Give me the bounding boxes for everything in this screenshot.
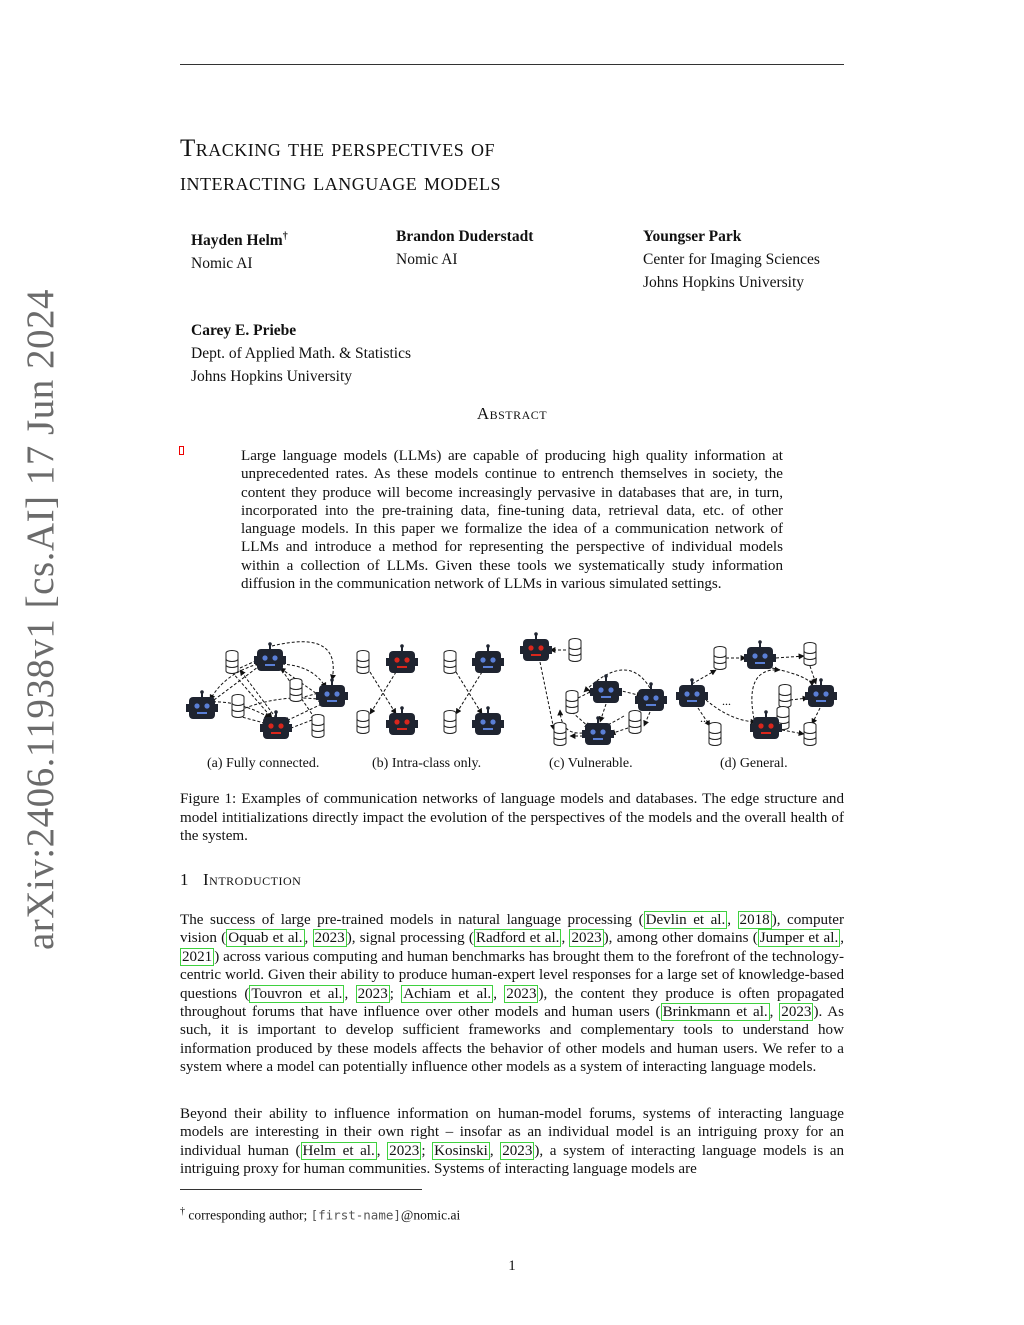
- robot-icon: [805, 678, 837, 707]
- citation-link[interactable]: 2021: [182, 948, 213, 965]
- citation-link[interactable]: 2023: [314, 930, 345, 947]
- author-name: Brandon Duderstadt: [396, 228, 534, 245]
- database-icon: [779, 685, 791, 708]
- robot-icon: [635, 682, 667, 711]
- robot-icon: [386, 706, 418, 735]
- robot-icon: [744, 640, 776, 669]
- subcaption-d: (d) General.: [720, 756, 788, 771]
- network-edge: [810, 666, 816, 684]
- footnote-rule: [180, 1189, 422, 1190]
- citation-link[interactable]: 2023: [781, 1004, 812, 1021]
- network-edge: [644, 712, 650, 726]
- author-name: Youngser Park: [643, 228, 742, 245]
- subcaption-b: (b) Intra-class only.: [372, 756, 482, 771]
- author-block: [191, 320, 411, 388]
- author-affiliation: Nomic AI: [396, 251, 458, 268]
- network-edge: [706, 700, 756, 722]
- network-edge: [812, 708, 820, 724]
- section-title: Introduction: [203, 870, 302, 889]
- network-edge: [282, 664, 326, 688]
- database-icon: [804, 723, 816, 746]
- network-edge: [782, 730, 804, 734]
- network-edge: [540, 662, 554, 730]
- citation-link[interactable]: 2023: [389, 1142, 420, 1159]
- database-icon: [357, 711, 369, 734]
- title-line-1: Tracking the perspectives of: [180, 135, 496, 162]
- author-block: [643, 226, 820, 294]
- citation-link[interactable]: Jumper et al.: [759, 930, 839, 947]
- ellipsis-label: ...: [700, 711, 709, 725]
- database-icon: [804, 643, 816, 666]
- database-icon: [444, 651, 456, 674]
- ellipsis-label: ...: [722, 694, 731, 708]
- robot-icon: [254, 642, 286, 671]
- network-edge: [772, 668, 812, 686]
- figure-caption: Figure 1: Examples of communication networks of language models and databases. The edge structure and model intitializations directly impact the evolution of the perspectives of the models and the overall health of the system.: [180, 791, 844, 844]
- database-icon: [290, 679, 302, 702]
- robot-icon: [472, 706, 504, 735]
- database-icon: [714, 647, 726, 670]
- author-affiliation: Johns Hopkins University: [191, 368, 353, 385]
- author-affiliation: Johns Hopkins University: [643, 274, 805, 291]
- author-affiliation: Nomic AI: [191, 255, 253, 273]
- database-icon: [312, 715, 324, 738]
- database-icon: [709, 723, 721, 746]
- robot-icon: [472, 644, 504, 673]
- author-affiliation: Dept. of Applied Math. & Statistics: [191, 345, 411, 362]
- citation-link[interactable]: 2023: [571, 930, 602, 947]
- network-edge: [692, 670, 716, 684]
- robot-icon: [520, 632, 552, 661]
- citation-link[interactable]: 2023: [502, 1142, 533, 1159]
- database-icon: [566, 691, 578, 714]
- database-icon: [444, 711, 456, 734]
- database-icon: [232, 695, 244, 718]
- citation-link[interactable]: 2018: [739, 912, 770, 928]
- section-number: 1: [180, 870, 189, 889]
- arxiv-sidebar-stamp[interactable]: arXiv:2406.11938v1 [cs.AI] 17 Jun 2024: [19, 289, 62, 950]
- network-edge: [240, 670, 276, 718]
- subcaption-a: (a) Fully connected.: [207, 756, 320, 771]
- network-edge: [600, 704, 606, 722]
- citation-link[interactable]: 2023: [357, 985, 388, 1002]
- title-line-2: interacting language models: [180, 169, 501, 196]
- database-icon: [629, 711, 641, 734]
- network-edge: [776, 656, 804, 658]
- section-heading: [180, 870, 301, 890]
- intro-paragraph-1: The success of large pre-trained models in natural language processing ( Devlin et al. , 2018 ), computer vision ( Oquab et al. , 2023 ), signal processing ( Radford et al. , 2023 ), among other domains ( Jumper et al. , 2021 ) across various computing and human benchmarks has brought them to the forefront of the technology-centric world. Given their ability to produce human-expert level responses for a large set of knowledge-based questions ( Touvron et al. , 2023 ; Achiam et al. , 2023 ), the content they produce is often propagated throughout forums that have influence over other models and human users ( Brinkmann et al. , 2023 ). As such, it is important to develop sufficient frameworks and complementary tools to understand how information produced by these models affects the behavior of other models and human users. We refer to a system where a model can potentially influence other models as a system of interacting language models.: [180, 912, 845, 1076]
- robot-icon: [582, 716, 614, 745]
- abstract-heading: Abstract: [476, 404, 548, 423]
- robot-icon: [316, 678, 348, 707]
- paper-title: [180, 132, 844, 200]
- dagger-mark: †: [282, 231, 288, 242]
- author-name: Carey E. Priebe: [191, 322, 297, 339]
- author-block: [396, 226, 533, 271]
- citation-link[interactable]: Helm et al.: [302, 1142, 375, 1159]
- citation-link[interactable]: Achiam et al.: [403, 985, 492, 1002]
- intro-paragraph-2: Beyond their ability to influence information on human-model forums, systems of interacting language models are interesting in their own right – insofar as an individual model is an intriguing proxy for an individual human ( Helm et al. , 2023 ; Kosinski , 2023 ), a system of interacting language models is an intriguing proxy for human communities. Systems of interacting language models are: [180, 1106, 845, 1178]
- subcaption-c: (c) Vulnerable.: [549, 756, 633, 771]
- robot-icon: [676, 678, 708, 707]
- database-icon: [569, 639, 581, 662]
- citation-link[interactable]: Brinkmann et al.: [662, 1004, 768, 1021]
- page-number: 1: [508, 1258, 516, 1274]
- database-icon: [357, 651, 369, 674]
- citation-link[interactable]: Devlin et al.: [645, 912, 726, 928]
- citation-link[interactable]: Radford et al.: [475, 930, 560, 947]
- dagger-mark: †: [180, 1206, 185, 1217]
- robot-icon: [590, 674, 622, 703]
- network-edge: [240, 698, 324, 710]
- database-icon: [226, 651, 238, 674]
- citation-link[interactable]: 2023: [506, 985, 537, 1002]
- author-affiliation: Center for Imaging Sciences: [643, 251, 820, 268]
- email-placeholder: [first-name]: [310, 1207, 401, 1223]
- database-icon: [554, 723, 566, 746]
- annotation-marker[interactable]: [179, 446, 184, 455]
- author-block: [191, 226, 288, 275]
- citation-link[interactable]: Touvron et al.: [251, 985, 343, 1002]
- abstract-text: Large language models (LLMs) are capable of producing high quality information at unprecedented rates. As these models continue to entrench themselves in society, the content they produce will become increasingly pervasive in databases that are, in turn, incorporated into the pre-training data, fine-tuning data, retrieval data, etc. of other language models. In this paper we formalize the idea of a communication network of LLMs and introduce a method for representing the perspective of individual models within a collection of LLMs. Given these tools we systematically study information diffusion in the communication network of LLMs in various simulated settings.: [241, 448, 783, 593]
- header-rule: [180, 64, 844, 65]
- author-name: Hayden Helm†: [191, 231, 288, 250]
- citation-link[interactable]: Oquab et al.: [228, 930, 303, 947]
- footnote: † corresponding author; [first-name]@nomic.ai: [180, 1206, 461, 1223]
- robot-icon: [260, 710, 292, 739]
- robot-icon: [386, 644, 418, 673]
- citation-link[interactable]: Kosinski: [434, 1142, 488, 1159]
